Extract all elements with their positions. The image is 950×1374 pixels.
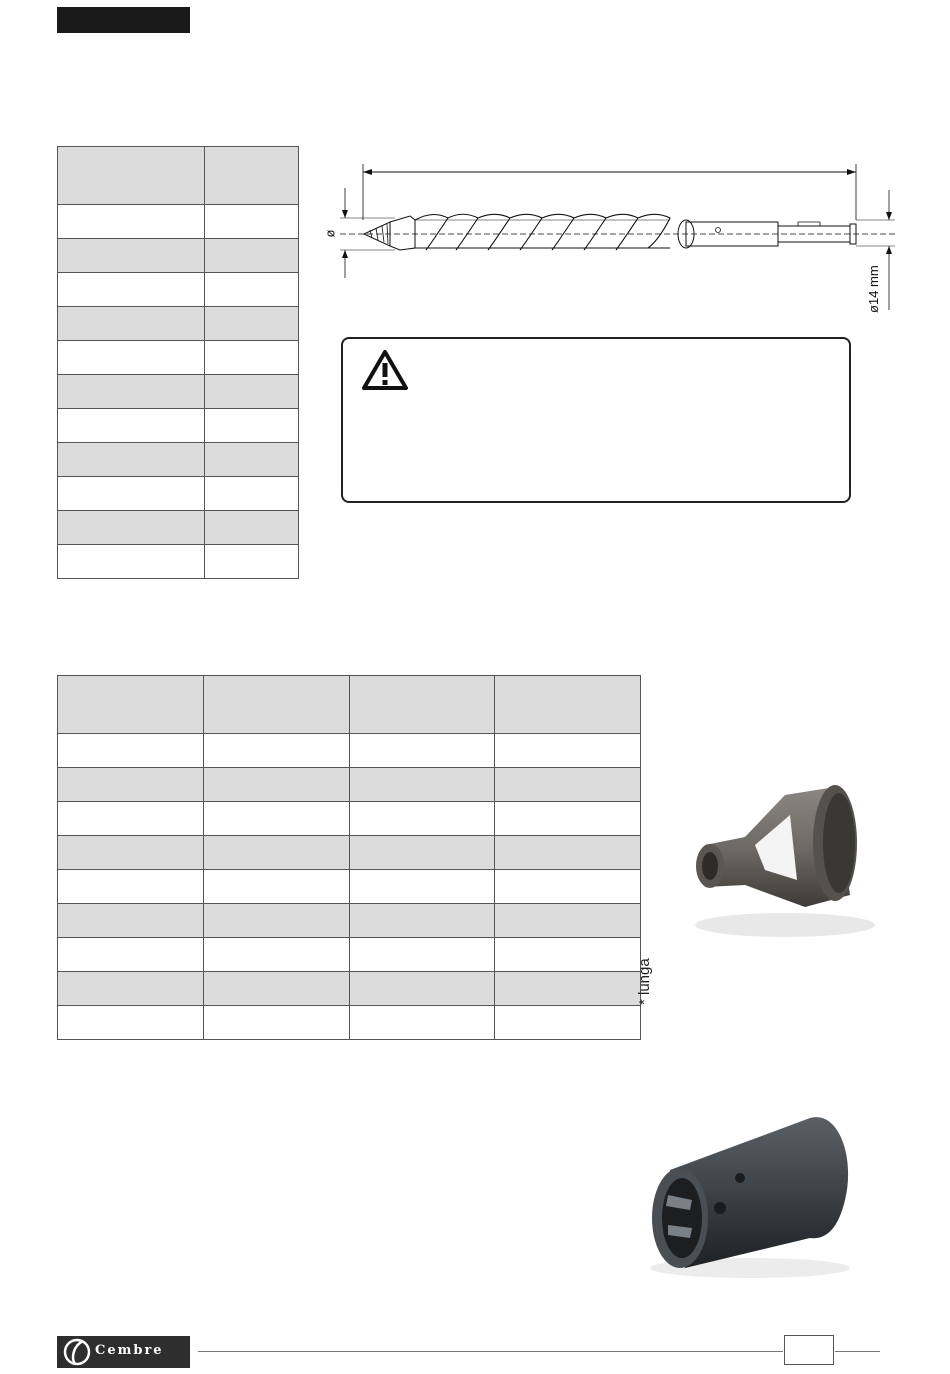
table-row [58, 375, 299, 409]
logo-text: Cembre [95, 1343, 164, 1358]
table-row [58, 205, 299, 239]
drill-size-table [57, 146, 299, 579]
cembre-logo [57, 1336, 190, 1368]
footer-divider [198, 1351, 783, 1352]
warning-triangle-icon [361, 349, 409, 391]
shank-diameter-label: ø14 mm [866, 265, 881, 313]
table-row [58, 972, 641, 1006]
cutter-head-photo [640, 1100, 860, 1280]
table-row [58, 870, 641, 904]
table-header-cell [58, 676, 204, 734]
table-row [58, 511, 299, 545]
table-header-cell [205, 147, 299, 205]
table-row [58, 239, 299, 273]
table-row [58, 802, 641, 836]
table-row [58, 307, 299, 341]
diameter-symbol: ø [322, 229, 338, 238]
table-row [58, 409, 299, 443]
lunga-note: * lunga [636, 958, 653, 1005]
drill-bit-drawing [320, 150, 900, 320]
table-header-cell [203, 676, 349, 734]
page-number-box [784, 1335, 834, 1365]
table-row [58, 273, 299, 307]
cembre-logo-mark [63, 1338, 93, 1366]
accessory-table [57, 675, 641, 1040]
table-row [58, 836, 641, 870]
table-header-cell [349, 676, 495, 734]
table-header-cell [58, 147, 205, 205]
table-header-cell [495, 676, 641, 734]
table-row [58, 477, 299, 511]
table-row [58, 768, 641, 802]
header-bar [57, 7, 190, 33]
table-row [58, 904, 641, 938]
table-row [58, 1006, 641, 1040]
footer-divider-right [835, 1351, 880, 1352]
table-row [58, 341, 299, 375]
warning-box [341, 337, 851, 503]
table-row [58, 938, 641, 972]
guide-bushing-photo [685, 775, 885, 945]
table-row [58, 443, 299, 477]
table-row [58, 734, 641, 768]
table-row [58, 545, 299, 579]
